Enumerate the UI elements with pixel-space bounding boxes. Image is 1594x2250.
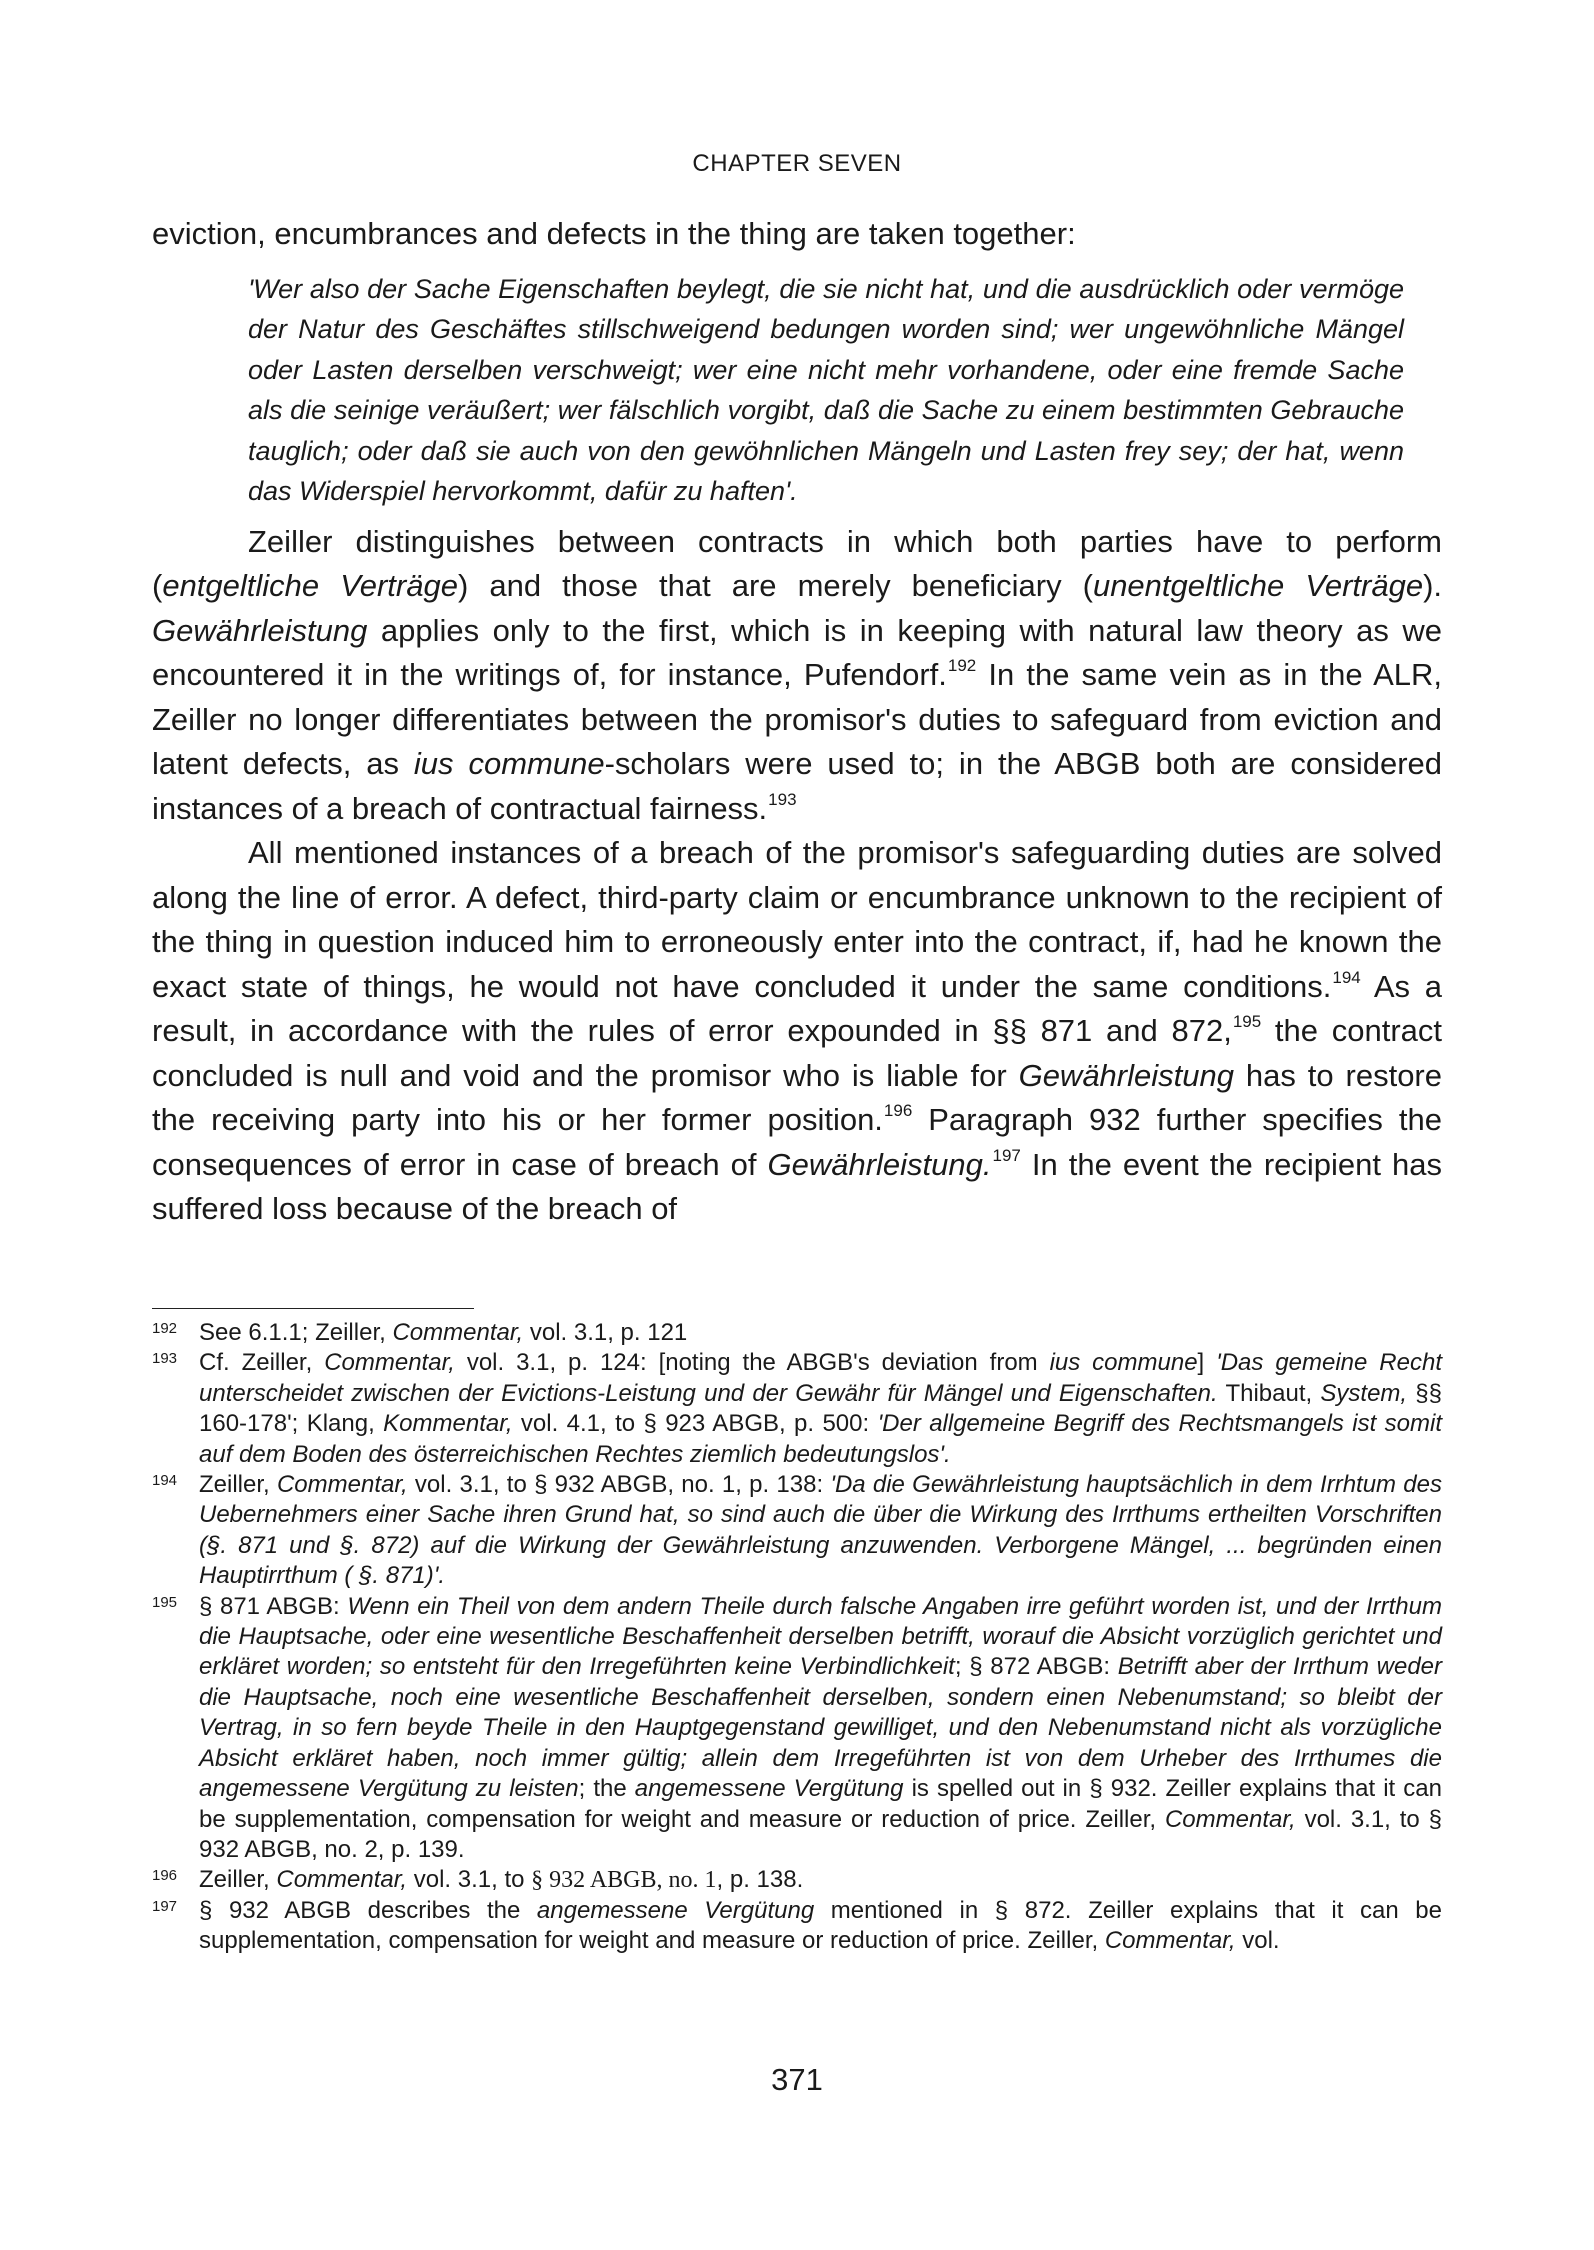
italic-term: Kommentar,: [383, 1410, 513, 1438]
italic-term: Commentar,: [1164, 1805, 1296, 1833]
italic-quote: Wenn ein Theil von dem andern Theile durch falsche Angaben irre geführt worden ist, und der Irrthum die Hauptsache, oder eine wesentliche Beschaffenheit derselben betrifft, worauf die Absicht vorzüglich gerichtet und erkläret worden; so entsteht für den Irregeführten keine Verbindlichkeit: [199, 1592, 1442, 1681]
text: All mentioned instances of a breach of the promisor's safeguarding duties are solved along the line of error. A defect, third-party claim or encumbrance unknown to the recipient of the thing in question induced him to erroneously enter into the contract, if, had he known the exact state of things, he would not have concluded it under the same conditions.: [152, 835, 1442, 1004]
text: , p. 138.: [716, 1866, 804, 1894]
footnote-number: 195: [152, 1593, 178, 1611]
paragraph-2: [152, 831, 1442, 1232]
italic-term: Commentar,: [324, 1349, 455, 1377]
footnote-ref-196[interactable]: 196: [883, 1101, 913, 1120]
text: In the same vein as in the ALR, Zeiller no longer differentiates between the promisor's duties to safeguard from eviction and latent defects, as: [152, 657, 1442, 781]
text: Cf. Zeiller,: [199, 1349, 325, 1377]
footnote-195: [152, 1592, 1442, 1866]
italic-term: Commentar,: [392, 1319, 524, 1346]
italic-term: angemessene Vergütung: [536, 1896, 815, 1924]
footnote-ref-195[interactable]: 195: [1232, 1012, 1262, 1031]
footnote-number: 197: [152, 1897, 178, 1915]
text: Zeiller,: [199, 1866, 277, 1894]
text: ]: [1197, 1349, 1217, 1377]
text: vol. 4.1, to § 923 ABGB, p. 500:: [512, 1410, 878, 1438]
text: applies only to the first, which is in keeping with natural law theory as we encountered it in the writings of, for instance, Pufendorf.: [152, 612, 1442, 692]
intro-line: eviction, encumbrances and defects in the thing are taken together:: [152, 216, 1076, 251]
footnote-193: [152, 1348, 1442, 1470]
footnote-ref-192[interactable]: 192: [947, 656, 977, 675]
text: Zeiller distinguishes between contracts in which both parties have to perform (: [152, 523, 1442, 603]
running-head: CHAPTER SEVEN: [692, 150, 902, 177]
text: Paragraph 932 further specifies the consequences of error in case of breach of: [152, 1102, 1442, 1182]
text: -scholars were used to; in the ABGB both are considered instances of a breach of contractual fairness.: [152, 746, 1442, 826]
text: Zeiller,: [199, 1471, 277, 1499]
footnote-number: 194: [152, 1472, 178, 1490]
text: ).: [1423, 568, 1442, 603]
footnote-number: 193: [152, 1350, 178, 1368]
text: ; § 872 ABGB:: [954, 1653, 1118, 1681]
italic-term: System,: [1320, 1379, 1408, 1407]
italic-quote: 'Da die Gewährleistung hauptsächlich in dem Irrhtum des Uebernehmers einer Sache ihren Grund hat, so sind auch die über die Wirkung des Irrthums ertheilten Vorschriften (§. 871 und §. 872) auf die Wirkung der Gewährleistung anzuwenden. Verborgene Mängel, ... begründen einen Hauptirrthum ( §. 871)'.: [199, 1471, 1442, 1590]
footnote-194: [152, 1470, 1442, 1592]
italic-term: unentgeltliche Verträge: [1092, 568, 1424, 603]
italic-term: angemessene Vergütung: [634, 1775, 904, 1803]
italic-quote: 'Das gemeine Recht unterscheidet zwischen der Evictions-Leistung und der Gewähr für Mängel und Eigenschaften.: [199, 1349, 1442, 1407]
italic-term: Commentar,: [1104, 1927, 1236, 1955]
footnote-ref-197[interactable]: 197: [992, 1145, 1021, 1165]
text: §§ 160-178'; Klang,: [199, 1379, 1443, 1438]
text: mentioned in § 872. Zeiller explains that it can be supplementation, compensation for weight and measure or reduction of price. Zeiller,: [199, 1896, 1442, 1955]
text: vol.: [1235, 1927, 1280, 1955]
footnote-number: 192: [152, 1320, 178, 1337]
italic-term: entgeltliche Verträge: [162, 568, 458, 603]
footnote-ref-194[interactable]: 194: [1332, 967, 1361, 987]
italic-term: Commentar,: [276, 1471, 408, 1499]
serif-text: § 932 ABGB, no. 1: [531, 1867, 717, 1894]
footnote-ref-193[interactable]: 193: [768, 789, 797, 809]
text: vol. 3.1, p. 124: [noting the ABGB's deviation from: [454, 1349, 1050, 1377]
footnotes: [152, 1318, 1442, 1957]
block-quote: 'Wer also der Sache Eigenschaften beylegt, die sie nicht hat, und die ausdrücklich oder vermöge der Natur des Geschäftes stillschweigend bedungen worden sind; wer ungewöhnliche Mängel oder Lasten derselben verschweigt; wer eine nicht mehr vorhandene, oder eine fremde Sache als die seinige veräußert; wer fälschlich vorgibt, daß die Sache zu einem bestimmten Gebrauche tauglich; oder daß sie auch von den gewöhnlichen Mängeln und Lasten frey sey; der hat, wenn das Widerspiel hervorkommt, dafür zu haften'.: [248, 273, 1404, 506]
footnote-number: 196: [152, 1867, 178, 1885]
italic-term: Gewährleistung: [152, 612, 368, 648]
text: ) and those that are merely beneficiary (: [457, 568, 1093, 603]
italic-term: Commentar,: [276, 1866, 408, 1894]
text: has to restore the receiving party into his or her former position.: [152, 1057, 1442, 1137]
italic-term: Gewährleistung: [1018, 1057, 1234, 1093]
italic-term: Gewährleistung.: [767, 1146, 992, 1182]
italic-term: ius commune: [413, 746, 605, 781]
italic-term: ius commune: [1049, 1349, 1198, 1377]
paragraph-1: [152, 520, 1442, 832]
text: In the event the recipient has suffered loss because of the breach of: [152, 1146, 1442, 1226]
text: vol. 3.1, p. 121: [523, 1319, 688, 1346]
text: As a result, in accordance with the rules of error expounded in §§ 871 and 872,: [152, 968, 1442, 1048]
text: ; the: [578, 1775, 635, 1803]
text: vol. 3.1, to: [407, 1866, 532, 1894]
text: § 932 ABGB describes the: [199, 1896, 537, 1924]
page-number: 371: [771, 2062, 823, 2097]
footnote-divider: [152, 1308, 474, 1309]
main-text: [152, 212, 1442, 1232]
text: vol. 3.1, to § 932 ABGB, no. 2, p. 139.: [199, 1805, 1443, 1863]
text: is spelled out in § 932. Zeiller explains that it can be supplementation, compensation for weight and measure or reduction of price. Zeiller,: [199, 1775, 1442, 1833]
text: See 6.1.1; Zeiller,: [199, 1319, 393, 1346]
text: Thibaut,: [1217, 1379, 1321, 1407]
text: § 871 ABGB:: [199, 1592, 348, 1620]
footnote-192: [152, 1318, 1442, 1348]
italic-quote: 'Der allgemeine Begriff des Rechtsmangels ist somit auf dem Boden des österreichischen Rechtes ziemlich bedeutungslos'.: [199, 1410, 1443, 1468]
footnote-197: [152, 1896, 1442, 1957]
footnote-196: [152, 1865, 1442, 1895]
text: the contract concluded is null and void and the promisor who is liable for: [152, 1013, 1443, 1093]
text: vol. 3.1, to § 932 ABGB, no. 1, p. 138:: [407, 1471, 831, 1499]
italic-quote: Betrifft aber der Irrthum weder die Hauptsache, noch eine wesentliche Beschaffenheit derselben, sondern einen Nebenumstand; so bleibt der Vertrag, in so fern beyde Theile in den Hauptgegenstand gewilliget, und den Nebenumstand nicht als vorzügliche Absicht erkläret haben, noch immer gültig; allein dem Irregeführten ist von dem Urheber des Irrthumes die angemessene Vergütung zu leisten: [199, 1653, 1443, 1803]
